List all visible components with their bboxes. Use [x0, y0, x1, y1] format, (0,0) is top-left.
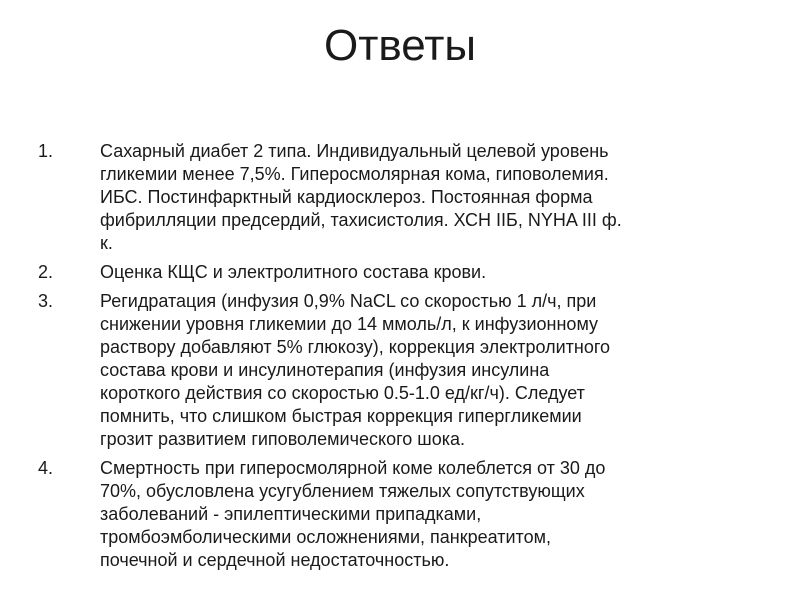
- answer-number-1: 1.: [38, 141, 54, 161]
- answer-text-4: Смертность при гиперосмолярной коме колеблется от 30 до 70%, обусловлена усугублением тяжелых сопутствующих заболеваний - эпилептическими припадками, тромбоэмболическими осложнениями, панкреатитом, почечной и сердечной недостаточностью.: [100, 458, 606, 570]
- answer-item-3: [38, 290, 758, 451]
- answer-text-1: Сахарный диабет 2 типа. Индивидуальный целевой уровень гликемии менее 7,5%. Гиперосмолярная кома, гиповолемия. ИБС. Постинфарктный кардиосклероз. Постоянная форма фибрилляции предсердий, тахисистолия. ХСН IIБ, NYHA III ф. к.: [100, 141, 622, 253]
- slide-title: Ответы: [323, 21, 477, 70]
- answer-number-3: 3.: [38, 291, 54, 311]
- answer-item-2: [38, 261, 758, 284]
- answer-number-4: 4.: [38, 458, 54, 478]
- answer-number-2: 2.: [38, 262, 54, 282]
- answer-text-3: Регидратация (инфузия 0,9% NaCL со скоростью 1 л/ч, при снижении уровня гликемии до 14 ммоль/л, к инфузионному раствору добавляют 5% глюкозу), коррекция электролитного состава крови и инсулинотерапия (инфузия инсулина короткого действия со скоростью 0.5-1.0 ед/кг/ч). Следует помнить, что слишком быстрая коррекция гипергликемии грозит развитием гиповолемического шока.: [100, 291, 611, 449]
- answer-item-4: [38, 457, 758, 572]
- answer-text-2: Оценка КЩС и электролитного состава крови.: [100, 262, 487, 282]
- answers-list: [38, 140, 758, 578]
- answer-item-1: [38, 140, 758, 255]
